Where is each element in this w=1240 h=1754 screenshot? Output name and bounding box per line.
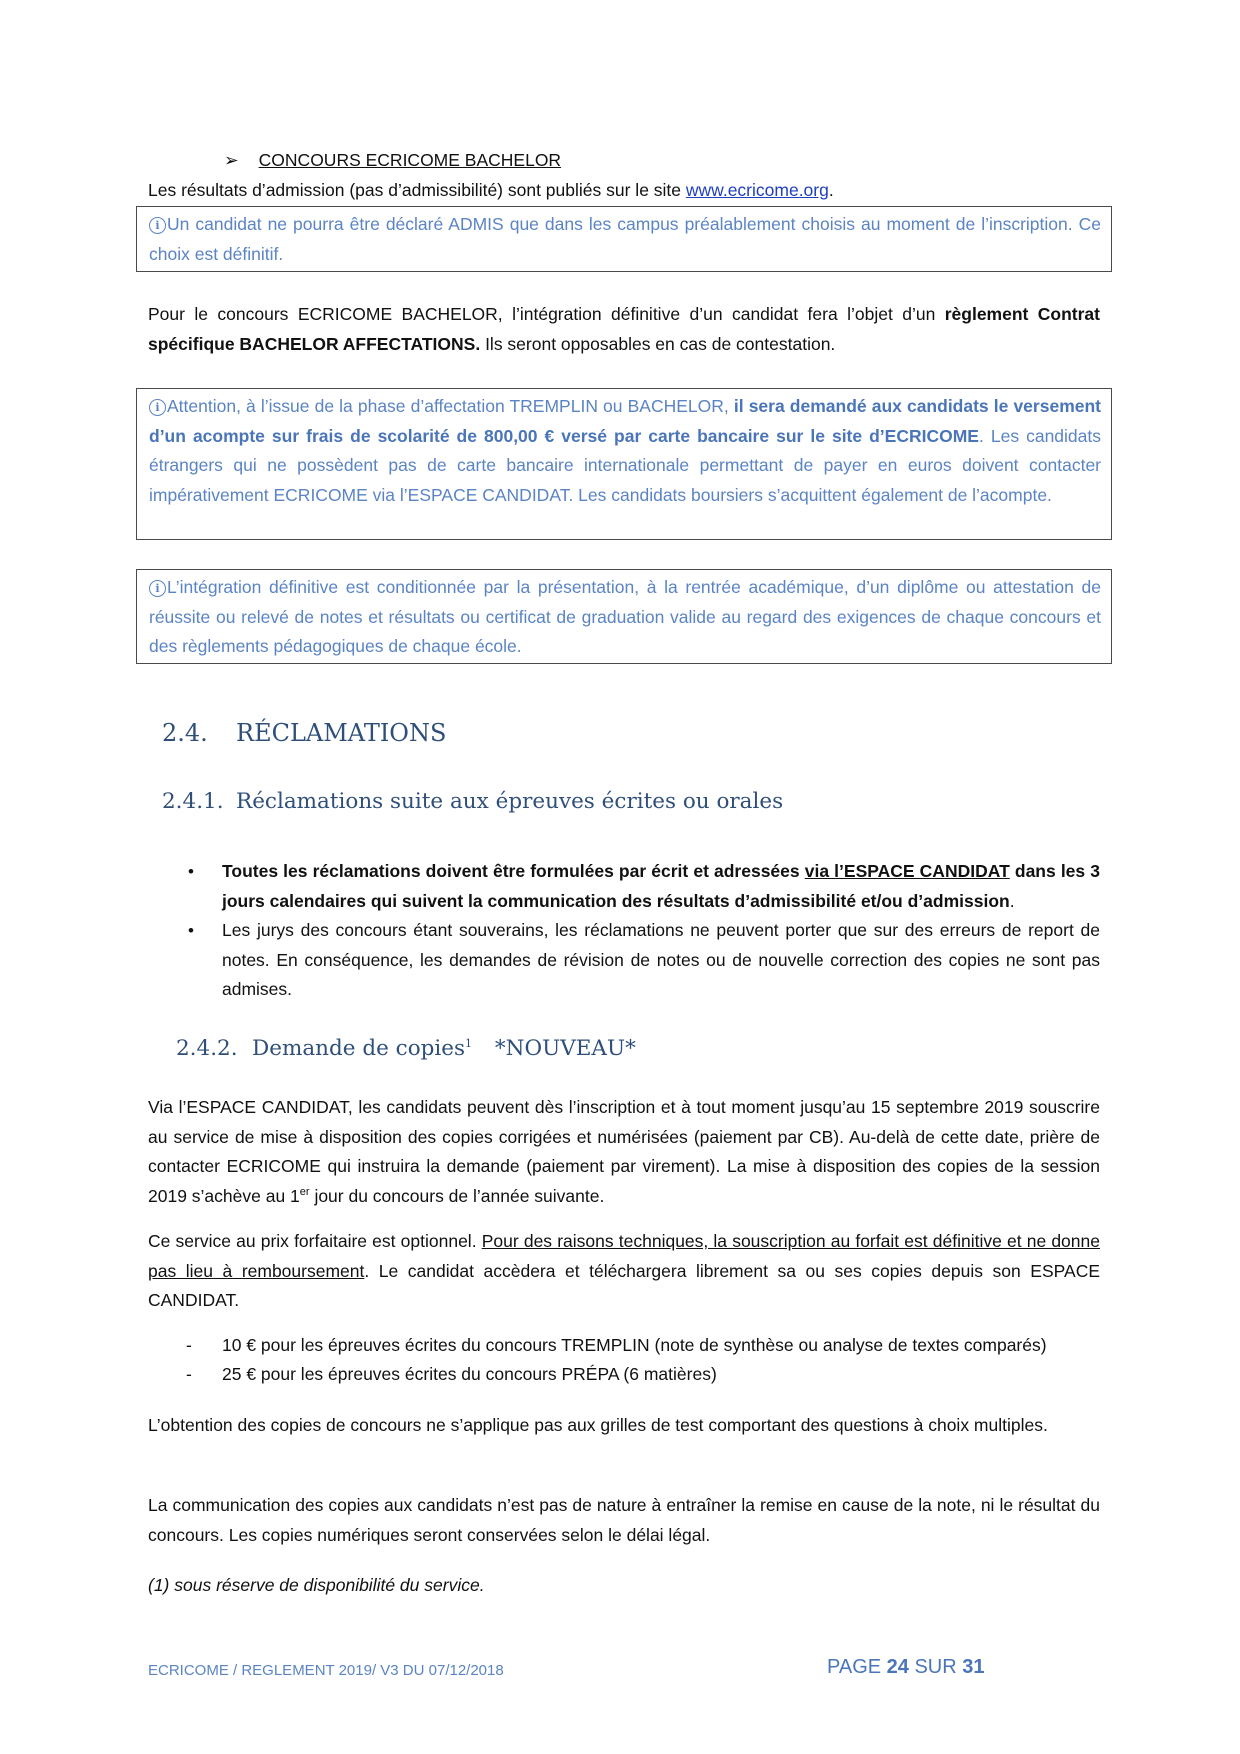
dash-icon: -: [186, 1364, 192, 1384]
footnote-marker: 1: [465, 1036, 473, 1050]
nouveau-tag: *NOUVEAU*: [494, 1036, 636, 1061]
section-2-4-title: RÉCLAMATIONS: [236, 719, 447, 747]
info-icon: i: [149, 399, 166, 416]
price-tremplin: 10 € pour les épreuves écrites du concours TREMPLIN (note de synthèse ou analyse de textes comparés): [222, 1335, 1047, 1355]
bullet-1-end: .: [1009, 890, 1015, 911]
bachelor-heading: [224, 146, 561, 176]
para-2-text-b: . Le candidat accèdera et téléchargera librement sa ou ses copies depuis son ESPACE CANDIDAT.: [148, 1260, 1101, 1310]
para-2-text-underlined: Pour des raisons techniques, la souscription au forfait est définitive et ne donne pas lieu à remboursement: [148, 1231, 1100, 1281]
para-1-text-a: Via l’ESPACE CANDIDAT, les candidats peuvent dès l’inscription et à tout moment jusqu’au 15 septembre 2019 souscrire au service de mise à disposition des copies corrigées et numérisées (paiement par CB). Au-delà de cette date, prière de contacter ECRICOME qui instruira la demande (paiement par virement). La mise à disposition des copies de la session 2019 s’achève au 1: [148, 1097, 1100, 1206]
section-2-4-2-title: Demande de copies: [252, 1036, 466, 1061]
integration-text-pre: Pour le concours ECRICOME BACHELOR, l’intégration définitive d’un candidat fera l’objet d’un: [148, 304, 936, 324]
info-box-campus-text: Un candidat ne pourra être déclaré ADMIS que dans les campus préalablement choisis au moment de l’inscription. Ce choix est définitif.: [149, 214, 1101, 264]
para-1-text-b: jour du concours de l’année suivante.: [309, 1185, 605, 1206]
bullet-2-text: Les jurys des concours étant souverains, les réclamations ne peuvent porter que sur des erreurs de report de notes. En conséquence, les demandes de révision de notes ou de nouvelle correction des copies ne sont pas admises.: [222, 920, 1100, 999]
bachelor-title: CONCOURS ECRICOME BACHELOR: [258, 150, 562, 170]
section-2-4-1-number: 2.4.1.: [162, 789, 224, 814]
info-box-acompte-text-pre: Attention, à l’issue de la phase d’affectation TREMPLIN ou BACHELOR,: [167, 396, 729, 416]
section-2-4-number: 2.4.: [162, 719, 208, 747]
section-2-4-heading: [162, 719, 447, 747]
results-end: .: [828, 180, 834, 200]
info-icon: i: [149, 580, 166, 597]
page-sep: SUR: [914, 1656, 957, 1678]
list-item: [148, 916, 1100, 1005]
bullet-icon: •: [188, 921, 194, 940]
ecricome-website-link[interactable]: www.ecricome.org: [685, 180, 829, 200]
info-box-acompte-text-post: . Les candidats étrangers qui ne possèdent pas de carte bancaire internationale permettant de payer en euros doivent contacter impérativement ECRICOME via l’ESPACE CANDIDAT. Les candidats boursiers s’acquittent également de l’acompte.: [149, 425, 1101, 505]
arrow-bullet-icon: ➢: [224, 150, 239, 170]
info-icon: i: [149, 217, 166, 234]
section-2-4-2-heading: [176, 1036, 636, 1061]
info-box-acompte-text-bold: il sera demandé aux candidats le versement d’un acompte sur frais de scolarité de 800,00 € versé par carte bancaire sur le site d’ECRICOME: [149, 396, 1101, 446]
integration-text-bold: règlement Contrat spécifique BACHELOR AFFECTATIONS.: [148, 304, 1100, 354]
footer-page-number: [827, 1656, 985, 1679]
info-box-acompte: [136, 388, 1112, 540]
info-box-diplome-text: L’intégration définitive est conditionnée par la présentation, à la rentrée académique, d’un diplôme ou attestation de réussite ou relevé de notes et résultats ou certificat de graduation valide au regard des exigences de chaque concours et des règlements pédagogiques de chaque école.: [149, 577, 1101, 656]
section-2-4-1-title: Réclamations suite aux épreuves écrites ou orales: [236, 789, 784, 814]
bachelor-integration-paragraph: [148, 300, 1100, 359]
dash-icon: -: [186, 1335, 192, 1355]
footer-document-reference: ECRICOME / REGLEMENT 2019/ V3 DU 07/12/2018: [148, 1662, 504, 1679]
info-box-diplome: [136, 569, 1112, 664]
copies-paragraph-4: La communication des copies aux candidats n’est pas de nature à entraîner la remise en cause de la note, ni le résultat du concours. Les copies numériques seront conservées selon le délai légal.: [148, 1495, 1100, 1545]
page-total: 31: [962, 1656, 985, 1678]
list-item: [148, 1331, 1100, 1361]
section-2-4-1-heading: [162, 789, 784, 814]
copies-paragraph-1: [148, 1093, 1100, 1211]
list-item: [148, 1360, 1100, 1390]
bachelor-results-line: [148, 176, 1100, 206]
integration-text-post: Ils seront opposables en cas de contestation.: [485, 333, 836, 354]
copies-paragraph-2: [148, 1227, 1100, 1316]
page-word: PAGE: [827, 1656, 882, 1678]
para-2-text-a: Ce service au prix forfaitaire est optionnel.: [148, 1231, 477, 1251]
results-text: Les résultats d’admission (pas d’admissibilité) sont publiés sur le site: [148, 180, 682, 200]
copies-paragraph-3: L’obtention des copies de concours ne s’applique pas aux grilles de test comportant des questions à choix multiples.: [148, 1415, 1048, 1435]
bullet-icon: •: [188, 862, 194, 881]
bullet-1-text-a: Toutes les réclamations doivent être formulées par écrit et adressées: [222, 861, 800, 881]
para-1-sup: er: [299, 1185, 310, 1198]
page-current: 24: [886, 1656, 909, 1678]
bullet-1-text-b: dans les 3 jours calendaires qui suivent la communication des résultats d’admissibilité et/ou d’admission: [222, 861, 1100, 911]
info-box-campus: [136, 206, 1112, 272]
list-item: [148, 857, 1100, 916]
section-2-4-2-number: 2.4.2.: [176, 1036, 238, 1061]
espace-candidat-link: via l’ESPACE CANDIDAT: [804, 861, 1010, 881]
footnote: (1) sous réserve de disponibilité du service.: [148, 1575, 485, 1595]
price-prepa: 25 € pour les épreuves écrites du concours PRÉPA (6 matières): [222, 1364, 717, 1384]
